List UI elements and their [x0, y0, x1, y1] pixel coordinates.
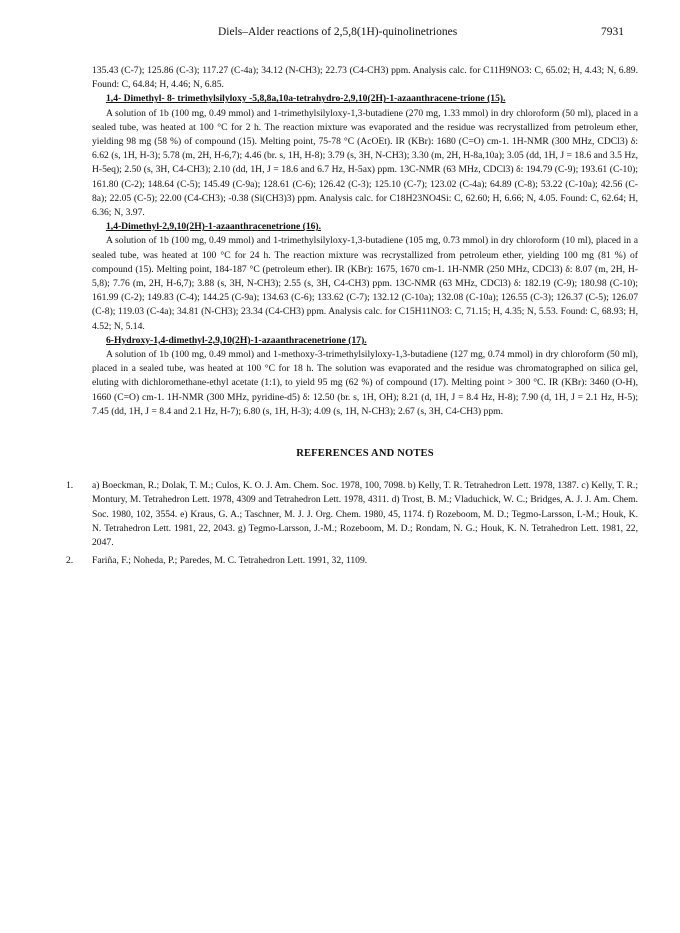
compound-heading-16: 1,4-Dimethyl-2,9,10(2H)-1-azaanthracenetrione (16). — [106, 221, 322, 233]
running-head — [0, 26, 680, 42]
procedure-paragraph-15: A solution of 1b (100 mg, 0.49 mmol) and 1-trimethylsilyloxy-1,3-butadiene (270 mg, 1.33 mmol) in dry chloroform (50 ml), placed in a sealed tube, was heated at 100 °C for 2 h. The reaction mixture was evaporated and the residue was recrystallized from petroleum ether, yielding 98 mg (58 %) of compound (15). Melting point, 75-78 °C (AcOEt). IR (KBr): 1680 (C=O) cm-1. 1H-NMR (300 MHz, CDCl3) δ: 6.62 (s, 1H, H-3); 5.78 (m, 2H, H-6,7); 4.46 (br. s, 1H, H-8); 3.79 (s, 3H, N-CH3); 3.30 (m, 2H, H-8a,10a); 3.05 (dd, 1H, J = 18.6 and 3.5 Hz, H-5eq); 2.50 (s, 3H, C4-CH3); 2.10 (dd, 1H, J = 18.6 and 6.7 Hz, H-5ax) ppm. 13C-NMR (63 MHz, CDCl3) δ: 194.79 (C-9); 193.61 (C-10); 161.80 (C-2); 148.64 (C-5); 145.49 (C-9a); 128.61 (C-6); 126.42 (C-3); 125.10 (C-7); 123.02 (C-4a); 64.89 (C-8); 53.22 (C-10a); 42.56 (C-8a); 22.05 (C-5); 22.00 (C4-CH3); -0.38 (Si(CH3)3) ppm. Analysis calc. for C18H23NO4Si: C, 62.60; H, 6.66; N, 4.05. Found: C, 62.64; H, 6.36; N, 3.97. — [92, 107, 638, 219]
analysis-paragraph: 135.43 (C-7); 125.86 (C-3); 117.27 (C-4a); 34.12 (N-CH3); 22.73 (C4-CH3) ppm. Analysis calc. for C11H9NO3: C, 65.02; H, 4.43; N, 6.89. Found: C, 64.84; H, 4.46; N, 6.85. — [92, 65, 638, 91]
article-body — [66, 64, 638, 573]
references-title: REFERENCES AND NOTES — [296, 448, 434, 460]
references-list — [66, 479, 638, 568]
procedure-paragraph-16: A solution of 1b (100 mg, 0.49 mmol) and 1-trimethylsilyloxy-1,3-butadiene (105 mg, 0.73 mmol) in dry chloroform (10 ml), placed in a sealed tube, was heated at 100 °C for 24 h. The reaction mixture was recrystallized from petroleum ether, yielding 100 mg (81 %) of compound (15). Melting point, 184-187 °C (petroleum ether). IR (KBr): 1675, 1670 cm-1. 1H-NMR (250 MHz, CDCl3) δ: 8.07 (m, 2H, H-5,8); 7.76 (m, 2H, H-6,7); 3.88 (s, 3H, N-CH3); 2.55 (s, 3H, C4-CH3) ppm. 13C-NMR (63 MHz, CDCl3) δ: 182.19 (C-9); 180.98 (C-10); 161.99 (C-2); 149.83 (C-4); 144.25 (C-9a); 134.63 (C-6); 133.62 (C-7); 132.12 (C-10a); 132.08 (C-10a); 126.55 (C-3); 126.37 (C-5); 126.07 (C-8); 119.03 (C-4a); 34.81 (N-CH3); 23.34 (C4-CH3) ppm. Analysis calc. for C15H11NO3: C, 71.15; H, 4.35; N, 5.53. Found: C, 68.93; H, 4.52; N, 5.14. — [92, 235, 638, 332]
reference-text: a) Boeckman, R.; Dolak, T. M.; Culos, K. O. J. Am. Chem. Soc. 1978, 100, 7098. b) Kelly, T. R. Tetrahedron Lett. 1978, 1387. c) Kelly, T. R.; Montury, M. Tetrahedron Lett. 1978, 4309 and Tetrahedron Lett. 1978, 4311. d) Trost, B. M.; Vladuchick, W. C.; Bridges, A. J. J. Am. Chem. Soc. 1980, 102, 3554. e) Kraus, G. A.; Taschner, M. J. J. Org. Chem. 1980, 45, 1174. f) Rozeboom, M. D.; Tegmo-Larsson, I.-M.; Houk, K. N. Tetrahedron Lett. 1981, 22, 2043. g) Tegmo-Larsson, J.-M.; Rozeboom, M. D.; Rondam, N. G.; Houk, K. N. Tetrahedron Lett. 1981, 22, 2047. — [92, 480, 638, 549]
reference-number: 1. — [66, 480, 74, 492]
compound-heading-17: 6-Hydroxy-1,4-dimethyl-2,9,10(2H)-1-azaanthracenetrione (17). — [106, 334, 367, 346]
reference-text: Fariña, F.; Noheda, P.; Paredes, M. C. Tetrahedron Lett. 1991, 32, 1109. — [92, 555, 368, 567]
reference-item — [66, 479, 638, 550]
reference-item — [66, 554, 638, 568]
running-title: Diels–Alder reactions of 2,5,8(1H)-quinolinetriones — [218, 26, 458, 38]
procedure-paragraph-17: A solution of 1b (100 mg, 0.49 mmol) and 1-methoxy-3-trimethylsilyloxy-1,3-butadiene (127 mg, 0.74 mmol) in dry chloroform (50 ml), placed in a sealed tube, was heated at 100 °C for 18 h. The solution was evaporated and the residue was chromatographed on silica gel, eluting with dichloromethane-ethyl acetate (1:1), to yield 95 mg (62 %) of compound (17). Melting point > 300 °C. IR (KBr): 3460 (O-H), 1660 (C=O) cm-1. 1H-NMR (300 MHz, pyridine-d5) δ: 12.50 (br. s, 1H, OH); 8.21 (d, 1H, J = 8.4 Hz, H-8); 7.90 (d, 1H, J = 2.1 Hz, H-5); 7.45 (dd, 1H, J = 8.4 and 2.1 Hz, H-7); 6.80 (s, 1H, H-3); 4.09 (s, 1H, N-CH3); 2.67 (s, 3H, C4-CH3) ppm. — [92, 349, 638, 417]
reference-number: 2. — [66, 555, 74, 567]
page-number: 7931 — [601, 26, 624, 38]
compound-heading-15: 1,4- Dimethyl- 8- trimethylsilyloxy -5,8,8a,10a-tetrahydro-2,9,10(2H)-1-azaanthracene-trione (15). — [106, 93, 506, 105]
